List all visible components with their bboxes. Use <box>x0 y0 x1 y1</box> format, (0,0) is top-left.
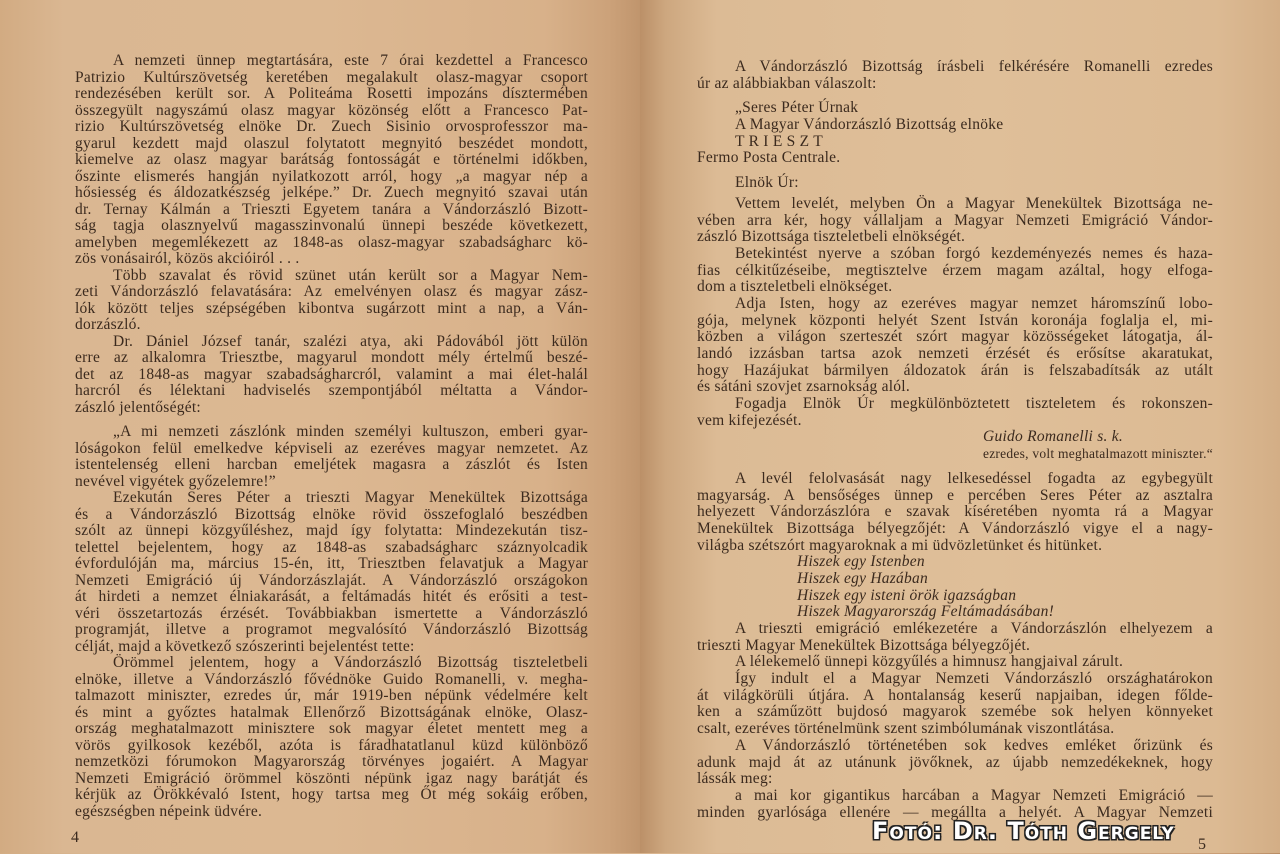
text-line: harcról és lélektani hadviselés szempontjából méltatta a Vándor- <box>75 382 588 399</box>
text-line: adunk majd át az utánunk jövőknek, az újabb nemzedékeknek, hogy <box>697 753 1213 771</box>
text-line: Több szavalat és rövid szünet után került sor a Magyar Nem- <box>113 266 588 284</box>
text-line: hősiesség és áldozatkészség jelképe.” Dr. Zuech megnyitó szavai után <box>75 184 588 201</box>
text-line: ország meghatalmazott minisztere sok magyar életet mentett meg a <box>75 720 588 737</box>
text-line: összegyült nagyszámú olasz magyar közönség előtt a Francesco Pat- <box>75 101 588 119</box>
text-line: zös vonásairól, közös akcióiról . . . <box>75 250 300 267</box>
text-line: dorzászló. <box>75 316 141 333</box>
text-line: át világkörüli útjára. A hontalanság keserű napjaiban, idegen főlde- <box>697 686 1213 704</box>
text-line: det az 1848-as magyar szabadságharcról, valamint a mai élet-halál <box>75 365 588 383</box>
paragraph-block <box>697 738 1213 788</box>
text-line: Adja Isten, hogy az ezeréves magyar nemzet háromszínű lobo- <box>735 294 1213 312</box>
text-line: kérjük az Örökkévaló Istent, hogy tartsa meg Őt még sokáig erőben, <box>75 786 588 803</box>
text-line: Guido Romanelli s. k. <box>983 428 1123 446</box>
text-line: Örömmel jelentem, hogy a Vándorzászló Bizottság tiszteletbeli <box>113 654 588 671</box>
address-block <box>697 100 1213 150</box>
text-line: Nemzeti Emigráció új Vándorzászlaját. A Vándorzászló országokon <box>75 571 588 589</box>
paragraph-block <box>697 654 1213 671</box>
text-line: szólt az ünnepi közgyűléshez, majd így folytatta: Mindezekután tisz- <box>75 522 588 539</box>
text-line: „A mi nemzeti zászlónk minden személyi kultuszon, emberi gyar- <box>113 423 588 440</box>
text-line: minden gyarlósága ellenére — megállta a helyét. A Magyar Nemzeti <box>697 803 1213 821</box>
text-line: vem kifejezését. <box>697 411 802 429</box>
text-line: programját, illetve a programot megvalósító Vándorzászló Bizottság <box>75 621 588 638</box>
text-line: Elnök Úr: <box>735 174 799 192</box>
poem-block <box>697 554 1213 621</box>
text-line: kiemelve az olasz magyar barátság fontosságát e történelmi időkben, <box>75 151 588 168</box>
text-line: Vettem levelét, melyben Ön a Magyar Menekültek Bizottsága ne- <box>735 194 1213 212</box>
text-line: A Vándorzászló történetében sok kedves emléket őrizünk és <box>735 736 1213 754</box>
text-line: Nemzeti Emigráció örömmel köszönti népünk igaz nagy barátját és <box>75 769 588 787</box>
paragraph-block <box>75 53 588 268</box>
text-line: évfordulóján ma, március 15-én, itt, Triesztben felavatjuk a Magyar <box>75 555 588 572</box>
text-line: Így indult el a Magyar Nemzeti Vándorzászló országhatárokon <box>735 670 1213 688</box>
text-line: Menekültek Bizottsága bélyegzőjét: A Vándorzászló vigye el a nagy- <box>697 519 1213 537</box>
text-line: hogy Hazájukat bármilyen áldozatok árán is felszabadítsák az utált <box>697 361 1213 379</box>
paragraph-block <box>697 671 1213 738</box>
text-line: Patrizio Kultúrszövetség keretében megalakult olasz-magyar csoport <box>75 68 588 86</box>
text-line: amelyben megemlékezett az 1848-as olasz-magyar szabadságharc kö- <box>75 233 588 251</box>
text-line: rendezésében került sor. A Politeáma Rosetti impozáns dísztermében <box>75 85 588 102</box>
text-line: Fogadja Elnök Úr megkülönböztetett tiszteletem és rokonszen- <box>735 395 1213 413</box>
text-line: helyezett Vándorzászlóra e szavak kíséretében nyomta rá a Magyar <box>697 503 1213 521</box>
paragraph-block <box>697 196 1213 246</box>
paragraph-block <box>697 471 1213 554</box>
text-line: ság tagja olasznyelvű magasszinvonalú ünnepi beszéde következett, <box>75 217 588 234</box>
text-line: trieszti Magyar Menekültek Bizottsága bélyegzőjét. <box>697 636 1031 654</box>
text-line: A Magyar Vándorzászló Bizottság elnöke <box>735 116 1004 134</box>
text-line: egészségben népeink üdvére. <box>75 802 263 820</box>
text-line: Dr. Dániel József tanár, szalézi atya, aki Pádovából jött külön <box>113 332 588 350</box>
photo-credit-watermark: Fotó: Dr. Tóth Gergely <box>872 817 1175 845</box>
text-line: véri összetartozás érzését. Továbbiakban ismertette a Vándorzászló <box>75 604 588 622</box>
text-line: A trieszti emigráció emlékezetére a Vándorzászlón elhelyezem a <box>735 620 1213 637</box>
text-line: A Vándorzászló Bizottság írásbeli felkérésére Romanelli ezredes <box>735 58 1213 75</box>
text-line: zászló jelentőségét: <box>75 398 201 416</box>
paragraph-block <box>697 246 1213 296</box>
text-line: ken a száműzött bujdosó magyarok szemébe sok helyen könnyeket <box>697 703 1213 721</box>
signature-block <box>697 429 1213 462</box>
text-line: Hiszek egy isteni örök igazságban <box>797 586 1017 604</box>
text-line: úr az alábbiakban válaszolt: <box>697 74 877 92</box>
text-line: nemzetközi fórumokon Magyarország törvényes jogaiért. A Magyar <box>75 753 588 770</box>
paragraph-block <box>697 621 1213 654</box>
text-line: lók között teljes szépségében kibontva sugárzott mint a nap, a Ván- <box>75 299 588 317</box>
text-line: közben a világon szerteszét szórt magyar közösségeket látogatja, ál- <box>697 328 1213 346</box>
paragraph-block <box>75 655 588 820</box>
text-line: őszinte elismerés hangján nyilatkozott arról, hogy „a magyar nép a <box>75 167 588 185</box>
text-line: világba szétszórt magyaroknak a mi üdvözletünket és hitünket. <box>697 536 1103 554</box>
text-line: ezredes, volt meghatalmazott miniszter.“ <box>982 446 1213 462</box>
text-line: erre az alkalomra Triesztbe, magyarul mondott mély értelmű beszé- <box>75 349 588 366</box>
text-line: és mint a győztes hatalmak Ellenőrző Bizottságának elnöke, Olasz- <box>75 703 588 721</box>
page-number-left: 4 <box>71 829 79 846</box>
text-line: lássák meg: <box>697 770 773 788</box>
text-line: „Seres Péter Úrnak <box>735 99 859 117</box>
text-line: lóságokon felül emelkedve képviseli az ezeréves magyar nemzetet. Az <box>75 439 588 457</box>
paragraph-block <box>75 334 588 417</box>
text-line: Hiszek Magyarország Feltámadásában! <box>797 603 1055 621</box>
text-line: zászló Bizottsága tiszteletbeli elnökségét. <box>697 228 966 246</box>
text-line: a mai kor gigantikus harcában a Magyar Nemzeti Emigráció — <box>735 786 1213 804</box>
page-number-right: 5 <box>1198 836 1206 853</box>
text-line: és sátáni szovjet zsarnokság alól. <box>697 378 910 396</box>
quote-block <box>75 424 588 490</box>
text-line: T R I E S Z T <box>735 132 823 150</box>
text-line: Fermo Posta Centrale. <box>697 149 841 167</box>
text-line: telettel bejelentem, hogy az 1848-as szabadságharc száznyolcadik <box>75 538 588 556</box>
text-line: elnöke, illetve a Vándorzászló fővédnöke Guido Romanelli, v. megha- <box>75 670 588 688</box>
paragraph-block <box>697 59 1213 92</box>
text-line: dr. Ternay Kálmán a Trieszti Egyetem tanára a Vándorzászló Bizott- <box>75 200 588 218</box>
text-line: és a Vándorzászló Bizottság elnöke rövid összefoglaló beszédben <box>75 505 588 523</box>
text-line: talmazott miniszter, ezredes úr, már 1919-ben népünk védelmére kelt <box>75 687 588 704</box>
text-line: istentelenség elleni harcban emeljétek magasra a zászlót és Isten <box>75 456 588 473</box>
text-line: csalt, ezeréves történelmünk szent szimbólumának viszontlátása. <box>697 720 1115 738</box>
text-line: Betekintést nyerve a szóban forgó kezdeményezés nemes és haza- <box>735 244 1213 262</box>
paragraph-block <box>697 396 1213 429</box>
text-line: A levél felolvasását nagy lelkesedéssel fogadta az egybegyült <box>735 469 1213 487</box>
text-line: át hirdeti a nemzet élniakarását, a feltámadás hitét és erősiti a test- <box>75 588 588 605</box>
plain-block <box>697 150 1213 167</box>
text-line: fias célkitűzéseibe, megtisztelve érzem magam azáltal, hogy elfoga- <box>697 261 1213 279</box>
text-line: rizio Kultúrszövetség elnöke Dr. Zuech Sisinio orvosprofesszor ma- <box>75 118 588 135</box>
text-line: nevével vigyétek győzelemre!” <box>75 472 276 490</box>
text-line: A nemzeti ünnep megtartására, este 7 órai kezdettel a Francesco <box>113 52 588 69</box>
text-line: magyarság. A bensőséges ünnep e percében Seres Péter az asztalra <box>697 486 1213 504</box>
right-page-text <box>697 59 1213 821</box>
paragraph-block <box>75 268 588 334</box>
text-line: vörös gyilkosok kezéből, azóta is fáradhatatlanul küzd különböző <box>75 736 588 754</box>
text-line: dom a tiszteletbeli elnökséget. <box>697 278 893 296</box>
address-block <box>697 175 1213 192</box>
text-line: célját, majd a következő szószerinti bejelentést tette: <box>75 637 415 655</box>
text-line: landó izzásban tartsa azok nemzeti érzését és erősítse akaratukat, <box>697 345 1213 362</box>
text-line: Ezekután Seres Péter a trieszti Magyar Menekültek Bizottsága <box>113 489 588 506</box>
paragraph-block <box>75 490 588 655</box>
text-line: Hiszek egy Istenben <box>797 553 925 571</box>
text-line: gója, melynek központi helyét Szent István koronája foglalja el, mi- <box>697 311 1213 329</box>
left-page-text <box>75 53 588 820</box>
paragraph-block <box>697 296 1213 396</box>
text-line: zeti Vándorzászló felavatására: Az emelvényen olasz és magyar zász- <box>75 283 588 300</box>
text-line: A lélekemelő ünnepi közgyűlés a himnusz hangjaival zárult. <box>735 653 1124 671</box>
text-line: gyarul kezdett majd olaszul folytatott megnyitó beszédet mondott, <box>75 134 588 152</box>
text-line: vében arra kér, hogy vállaljam a Magyar Nemzeti Emigráció Vándor- <box>697 211 1213 229</box>
text-line: Hiszek egy Hazában <box>797 569 929 587</box>
